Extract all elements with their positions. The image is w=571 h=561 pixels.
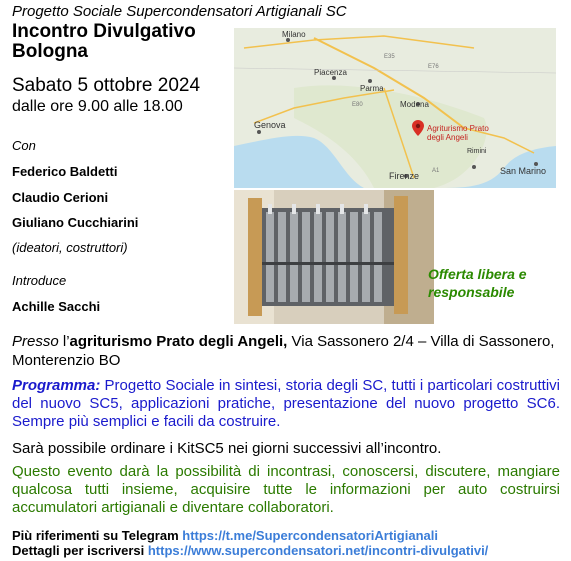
details-reference xyxy=(12,543,488,558)
program-label: Programma: xyxy=(12,377,101,394)
location-map[interactable] xyxy=(234,28,556,188)
map-label-genova: Genova xyxy=(254,120,286,130)
venue-info xyxy=(12,332,560,370)
map-label-san-marino: San Marino xyxy=(500,166,547,176)
event-date: Sabato 5 ottobre 2024 xyxy=(12,75,201,96)
title-line-1: Incontro Divulgativo xyxy=(12,21,196,42)
project-name: Progetto Sociale Supercondensatori Artigianali SC xyxy=(12,3,347,20)
location-pin-icon[interactable] xyxy=(412,120,424,136)
speaker-name: Giuliano Cucchiarini xyxy=(12,215,139,230)
telegram-label: Più riferimenti su Telegram xyxy=(12,528,179,543)
map-label-road: A1 xyxy=(432,168,440,174)
supercapacitor-illustration xyxy=(234,190,434,324)
details-label: Dettagli per iscriversi xyxy=(12,543,145,558)
offer-line-2: responsabile xyxy=(428,284,515,300)
venue-address: Via Sassonero 2/4 – Villa di Sassonero, Monterenzio BO xyxy=(12,333,555,369)
map-label-piacenza: Piacenza xyxy=(314,68,347,77)
title-line-2: Bologna xyxy=(12,41,88,62)
pin-label xyxy=(427,124,507,142)
intro-label: Introduce xyxy=(12,273,67,288)
map-label-modena: Modena xyxy=(400,100,429,109)
event-title xyxy=(12,22,196,62)
venue-presso: Presso xyxy=(12,333,59,350)
details-link[interactable]: https://www.supercondensatori.net/incontri-divulgativi/ xyxy=(147,543,489,558)
speaker-name: Claudio Cerioni xyxy=(12,190,109,205)
map-label-road: E35 xyxy=(384,54,395,60)
telegram-link[interactable]: https://t.me/SupercondensatoriArtigianali xyxy=(182,528,438,543)
map-label-rimini: Rimini xyxy=(467,148,487,155)
offer-line-1: Offerta libera e xyxy=(428,266,527,282)
intro-name: Achille Sacchi xyxy=(12,299,101,314)
event-hours: dalle ore 9.00 alle 18.00 xyxy=(12,98,183,115)
map-background xyxy=(234,28,556,188)
speaker-name: Federico Baldetti xyxy=(12,164,118,179)
map-label-parma: Parma xyxy=(360,84,384,93)
with-label: Con xyxy=(12,138,36,153)
venue-article: l’ xyxy=(58,333,70,350)
map-label-road: E80 xyxy=(352,102,363,108)
map-label-milano: Milano xyxy=(282,30,306,39)
map-label-road: E76 xyxy=(428,64,439,70)
telegram-reference xyxy=(12,528,438,543)
kit-note: Sarà possibile ordinare i KitSC5 nei giorni successivi all’incontro. xyxy=(12,440,442,457)
program-text: Progetto Sociale in sintesi, storia degli SC, tutti i particolari costruttivi del nuovo SC5, applicazioni pratiche, presentazione del nuovo progetto SC6. Sempre più semplici e facili da costruire. xyxy=(12,377,560,430)
map-label-firenze: Firenze xyxy=(389,171,420,181)
event-description: Questo evento darà la possibilità di incontrasi, conoscersi, discutere, mangiare qualcosa tutti insieme, acquisire tutte le informazioni per auto costruirsi accumulatori artigianali e diventare collaboratori. xyxy=(12,463,560,516)
supercapacitor-photo xyxy=(234,190,434,324)
pin-label-line-2: degli Angeli xyxy=(427,133,468,142)
program-description xyxy=(12,377,560,431)
pin-label-line-1: Agriturismo Prato xyxy=(427,124,489,133)
offer-note xyxy=(428,265,563,301)
speaker-role: (ideatori, costruttori) xyxy=(12,240,128,255)
venue-name: agriturismo Prato degli Angeli, xyxy=(69,333,288,350)
